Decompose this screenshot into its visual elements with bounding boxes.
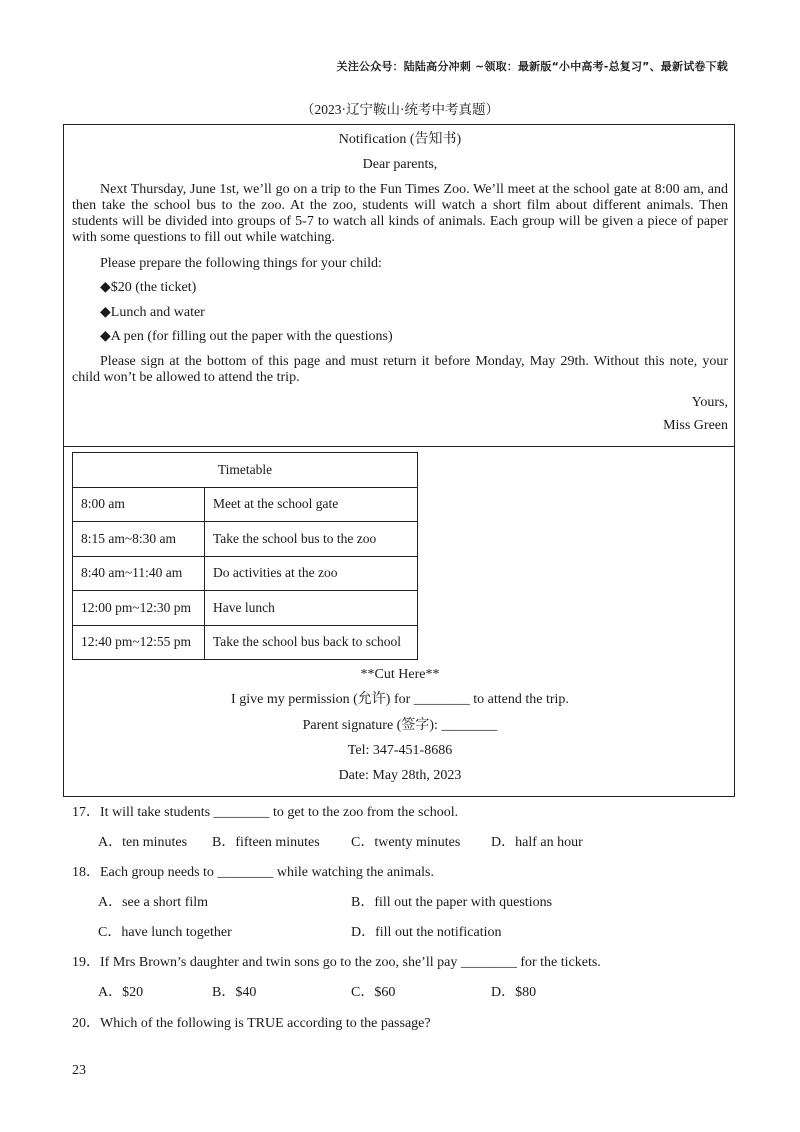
option-b: B．$40 (212, 985, 257, 1000)
option-b: B．fill out the paper with questions (351, 895, 553, 910)
closing: Yours, (691, 395, 728, 410)
telephone: Tel: 347-451-8686 (347, 743, 453, 758)
option-d: D．fill out the notification (351, 925, 502, 940)
prepare-item: ◆A pen (for filling out the paper with the questions) (100, 329, 393, 344)
question-source: （2023·辽宁鞍山·统考中考真题） (301, 102, 499, 117)
prepare-item: ◆Lunch and water (100, 305, 205, 320)
option-c: C．$60 (351, 985, 396, 1000)
question-19: 19．If Mrs Brown’s daughter and twin sons go to the zoo, she’ll pay ________ for the tickets. (72, 955, 601, 970)
option-a: A．$20 (98, 985, 144, 1000)
option-c: C．have lunch together (98, 925, 232, 940)
timetable (72, 452, 418, 660)
timetable-time: 8:40 am~11:40 am (73, 556, 205, 591)
signer-name: Miss Green (663, 418, 728, 433)
notification-paragraph-1 (72, 182, 728, 246)
option-c: C．twenty minutes (351, 835, 461, 850)
slip-date: Date: May 28th, 2023 (338, 768, 462, 783)
paragraph-line: Please sign at the bottom of this page and must return it before Monday, May 29th. Without this note, your (100, 354, 728, 369)
timetable-time: 8:00 am (73, 487, 205, 522)
question-17: 17．It will take students ________ to get to the zoo from the school. (72, 805, 459, 820)
table-row (73, 487, 418, 522)
option-d: D．$80 (491, 985, 537, 1000)
timetable-title: Timetable (73, 453, 418, 488)
page-number: 23 (72, 1063, 86, 1078)
question-20: 20．Which of the following is TRUE according to the passage? (72, 1016, 431, 1031)
timetable-activity: Have lunch (205, 591, 418, 626)
timetable-time: 8:15 am~8:30 am (73, 522, 205, 557)
promo-header: 关注公众号：陆陆高分冲刺 ~领取：最新版“小中高考-总复习”、最新试卷下载 (336, 60, 728, 73)
paragraph-line: Next Thursday, June 1st, we’ll go on a trip to the Fun Times Zoo. We’ll meet at the school gate at 8:00 am, and (100, 182, 728, 197)
question-18: 18．Each group needs to ________ while watching the animals. (72, 865, 434, 880)
timetable-time: 12:00 pm~12:30 pm (73, 591, 205, 626)
cut-here-label: **Cut Here** (360, 667, 440, 682)
table-row (73, 591, 418, 626)
paragraph-line: with some questions to fill out while watching. (72, 230, 335, 245)
timetable-activity: Do activities at the zoo (205, 556, 418, 591)
table-row (73, 522, 418, 557)
option-d: D．half an hour (491, 835, 583, 850)
paragraph-line: students will be divided into groups of 5-7 to watch all kinds of animals. Each group will be given a piece of paper (72, 214, 728, 229)
timetable-activity: Take the school bus back to school (205, 625, 418, 660)
notification-title: Notification (告知书) (338, 132, 462, 147)
table-row (73, 556, 418, 591)
timetable-activity: Meet at the school gate (205, 487, 418, 522)
timetable-header-row (73, 453, 418, 488)
parent-signature-line: Parent signature (签字): ________ (302, 718, 498, 733)
permission-line: I give my permission (允许) for ________ to attend the trip. (231, 692, 569, 707)
notification-greeting: Dear parents, (362, 157, 438, 172)
paragraph-line: then take the school bus to the zoo. At the zoo, students will watch a short film about different animals. Then (72, 198, 728, 213)
timetable-time: 12:40 pm~12:55 pm (73, 625, 205, 660)
prepare-item: ◆$20 (the ticket) (100, 280, 197, 295)
option-a: A．see a short film (98, 895, 209, 910)
option-a: A．ten minutes (98, 835, 188, 850)
timetable-activity: Take the school bus to the zoo (205, 522, 418, 557)
paragraph-line: child won’t be allowed to attend the trip. (72, 370, 300, 385)
table-row (73, 625, 418, 660)
prepare-intro: Please prepare the following things for your child: (100, 256, 382, 271)
notification-paragraph-2 (72, 354, 728, 386)
option-b: B．fifteen minutes (212, 835, 320, 850)
